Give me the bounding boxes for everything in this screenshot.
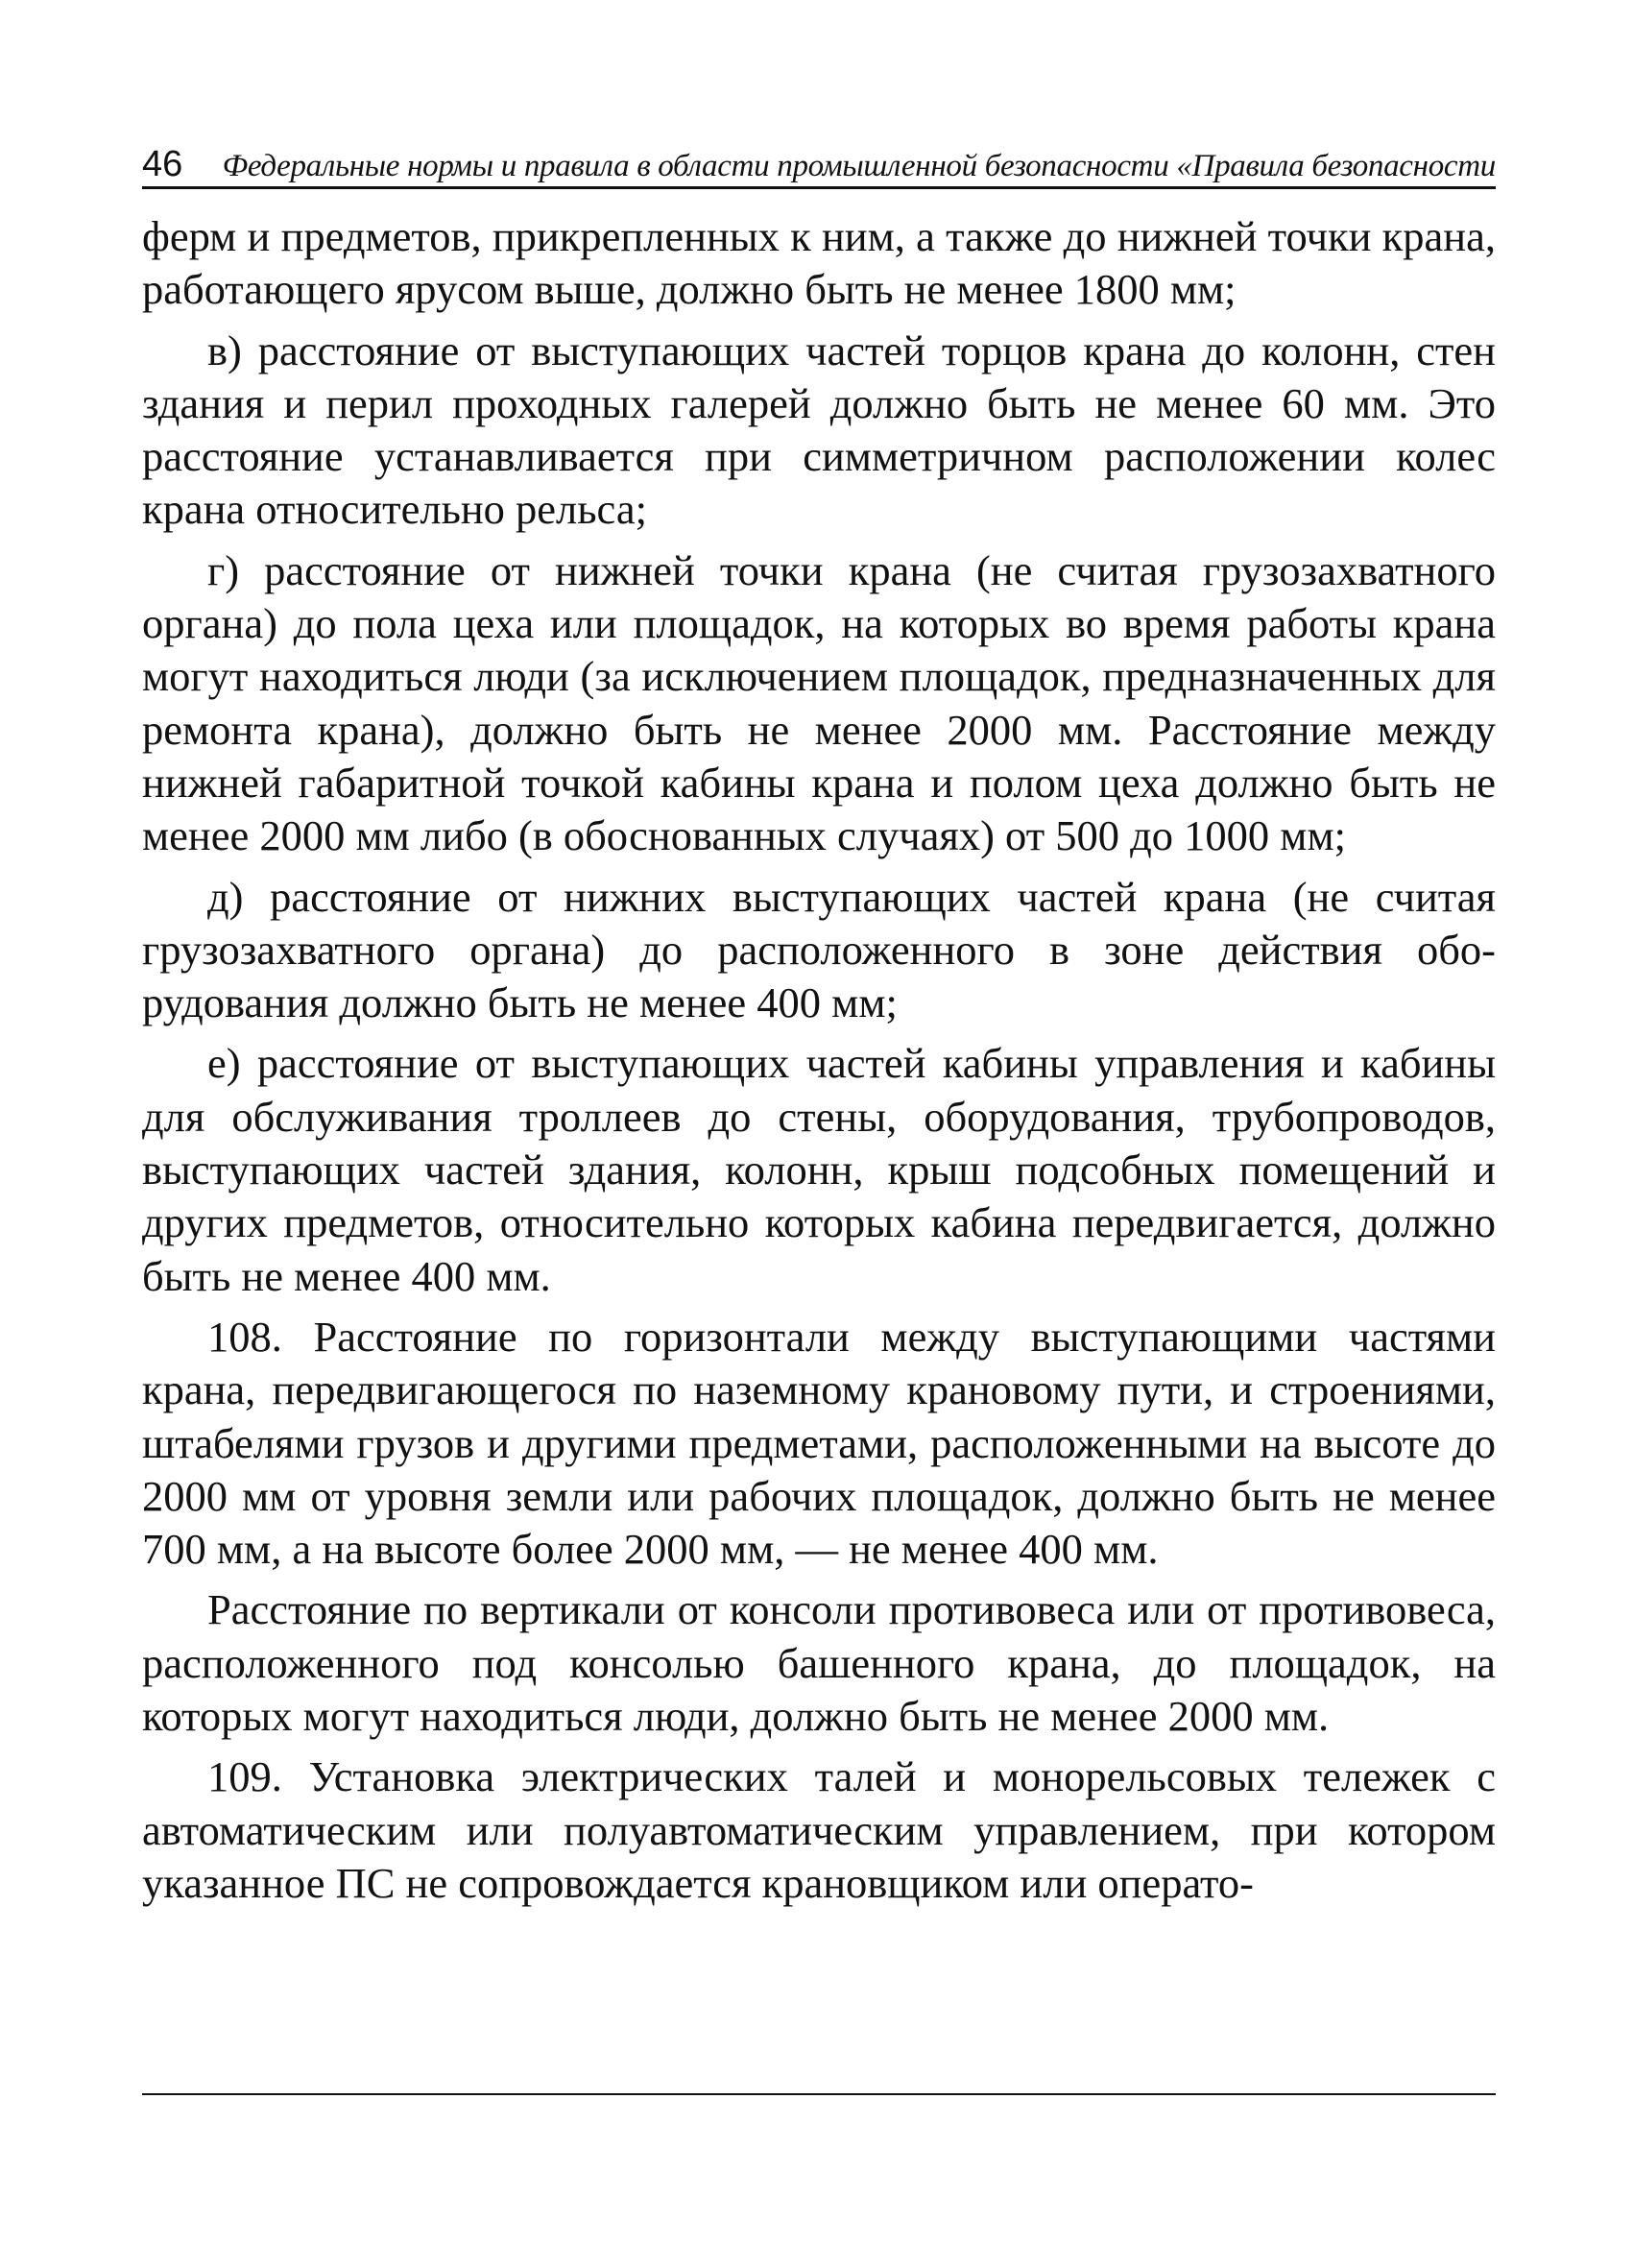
paragraph-108: 108. Расстояние по горизонтали между выступающими частями крана, передвигающегося по наземному крановому пути, и строениями, штабелями грузов и другими предметами, расположенными на высоте до 2000 мм от уровня земли или рабочих площадок, должно быть не менее 700 мм, а на высоте более 2000 мм, — не менее 400 мм. [142,1312,1496,1574]
bottom-rule [142,2093,1496,2095]
paragraph-continuation: ферм и предметов, прикрепленных к ним, а также до нижней точки крана, работающего ярусом выше, должно быть не менее 1800 мм; [142,212,1496,314]
body-text [142,210,1496,1910]
paragraph-109: 109. Установка электрических талей и монорельсовых тележек с автоматическим или полуавтоматическим управлением, при котором указанное ПС не сопровождается крановщиком или операто- [142,1752,1496,1907]
paragraph-item-d: д) расстояние от нижних выступающих частей крана (не считая грузозахватного органа) до расположенного в зоне действия оборудования должно быть не менее 400 мм; [142,872,1496,1027]
page-header [142,125,1496,189]
page-number: 46 [142,144,183,184]
document-page [142,125,1496,2141]
running-title: Федеральные нормы и правила в области промышленной безопасности «Правила безопасности [222,149,1496,183]
paragraph-item-e: е) расстояние от выступающих частей кабины управления и кабины для обслуживания троллеев до стены, оборудования, трубопроводов, выступающих частей здания, колонн, крыш подсобных помещений и других предметов, относительно которых кабина передвигается, должно быть не менее 400 мм. [142,1039,1496,1300]
paragraph-108-vertical: Расстояние по вертикали от консоли противовеса или от противовеса, расположенного под консолью башенного крана, до площадок, на которых могут находиться люди, должно быть не менее 2000 мм. [142,1585,1496,1741]
paragraph-item-v: в) расстояние от выступающих частей торцов крана до колонн, стен здания и перил проходных галерей должно быть не менее 60 мм. Это расстояние устанавливается при симметричном расположении колес крана относительно рельса; [142,326,1496,534]
paragraph-item-g: г) расстояние от нижней точки крана (не считая грузозахватного органа) до пола цеха или площадок, на которых во время работы крана могут находиться люди (за исключением площадок, предназначенных для ремонта крана), должно быть не менее 2000 мм. Расстояние между нижней габаритной точкой кабины крана и полом цеха должно быть не менее 2000 мм либо (в обоснованных случаях) от 500 до 1000 мм; [142,545,1496,860]
